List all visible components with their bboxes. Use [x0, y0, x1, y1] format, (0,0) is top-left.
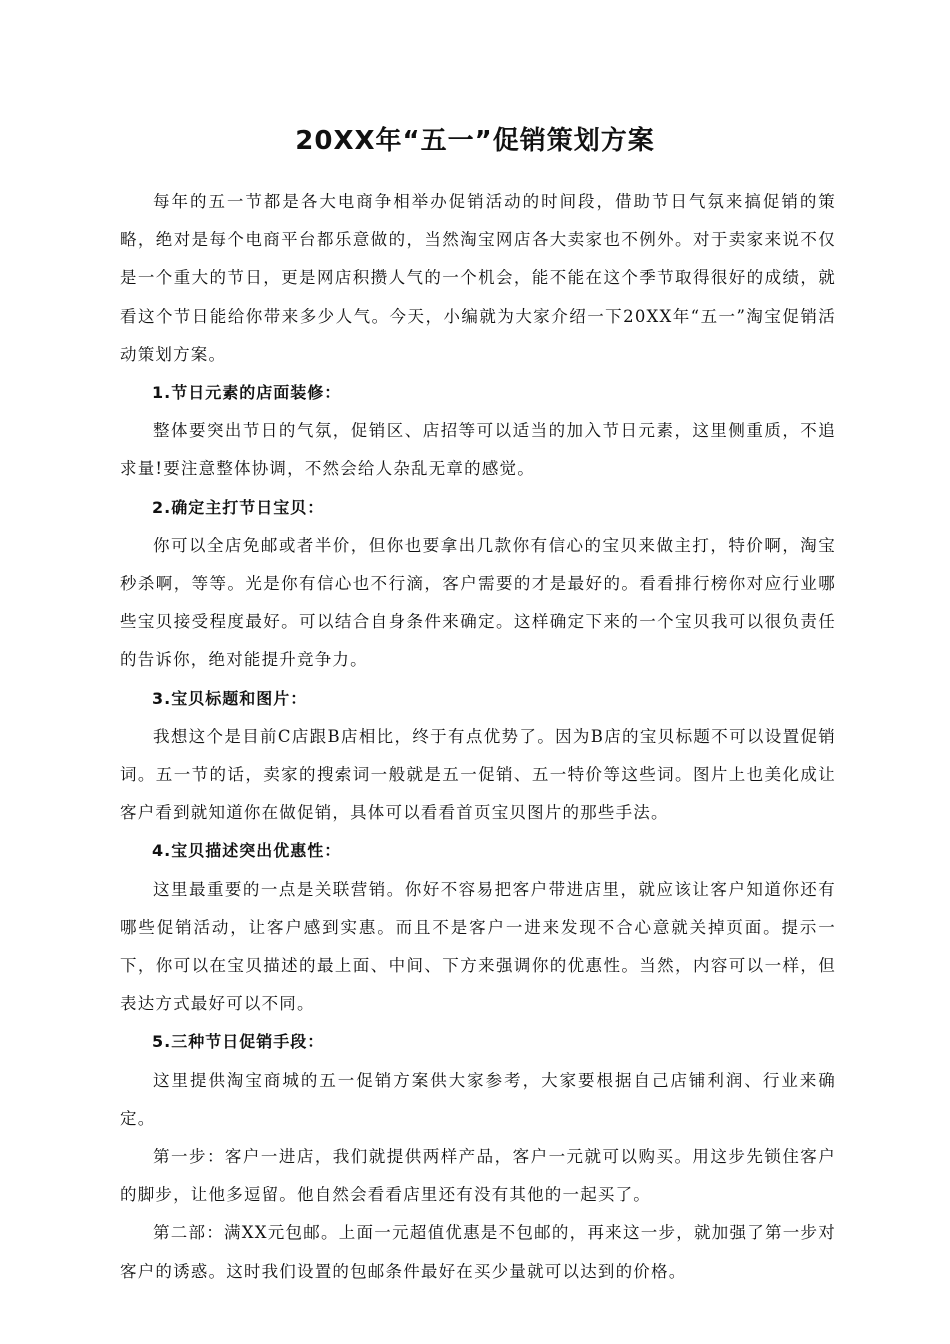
section-heading-1: 1.节日元素的店面装修：: [152, 383, 342, 403]
section-1-paragraph: 整体要突出节日的气氛，促销区、店招等可以适当的加入节日元素，这里侧重质，不追求量!要注意整体协调，不然会给人杂乱无章的感觉。: [120, 421, 836, 479]
document-title: 20XX年“五一”促销策划方案: [295, 126, 655, 157]
document-body: [120, 183, 836, 1291]
step-two-paragraph: 第二部：满XX元包邮。上面一元超值优惠是不包邮的，再来这一步，就加强了第一步对客户的诱惑。这时我们设置的包邮条件最好在买少量就可以达到的价格。: [120, 1223, 836, 1281]
section-2-paragraph: 你可以全店免邮或者半价，但你也要拿出几款你有信心的宝贝来做主打，特价啊，淘宝秒杀啊，等等。光是你有信心也不行滴，客户需要的才是最好的。看看排行榜你对应行业哪些宝贝接受程度最好。可以结合自身条件来确定。这样确定下来的一个宝贝我可以很负责任的告诉你，绝对能提升竞争力。: [120, 535, 836, 670]
section-heading-2: 2.确定主打节日宝贝：: [152, 497, 325, 517]
section-4-paragraph: 这里最重要的一点是关联营销。你好不容易把客户带进店里，就应该让客户知道你还有哪些促销活动，让客户感到实惠。而且不是客户一进来发现不合心意就关掉页面。提示一下，你可以在宝贝描述的最上面、中间、下方来强调你的优惠性。当然，内容可以一样，但表达方式最好可以不同。: [120, 879, 836, 1014]
section-heading-4: 4.宝贝描述突出优惠性：: [152, 841, 342, 861]
step-one-paragraph: 第一步：客户一进店，我们就提供两样产品，客户一元就可以购买。用这步先锁住客户的脚步，让他多逗留。他自然会看看店里还有没有其他的一起买了。: [120, 1147, 836, 1205]
section-heading-5: 5.三种节日促销手段：: [152, 1032, 325, 1052]
section-heading-3: 3.宝贝标题和图片：: [152, 688, 308, 708]
section-5-paragraph: 这里提供淘宝商城的五一促销方案供大家参考，大家要根据自己店铺利润、行业来确定。: [120, 1070, 836, 1128]
intro-paragraph: 每年的五一节都是各大电商争相举办促销活动的时间段，借助节日气氛来搞促销的策略，绝对是每个电商平台都乐意做的，当然淘宝网店各大卖家也不例外。对于卖家来说不仅是一个重大的节日，更是网店积攒人气的一个机会，能不能在这个季节取得很好的成绩，就看这个节日能给你带来多少人气。今天，小编就为大家介绍一下20XX年“五一”淘宝促销活动策划方案。: [120, 192, 836, 364]
section-3-paragraph: 我想这个是目前C店跟B店相比，终于有点优势了。因为B店的宝贝标题不可以设置促销词。五一节的话，卖家的搜索词一般就是五一促销、五一特价等这些词。图片上也美化成让客户看到就知道你在做促销，具体可以看看首页宝贝图片的那些手法。: [120, 726, 836, 823]
